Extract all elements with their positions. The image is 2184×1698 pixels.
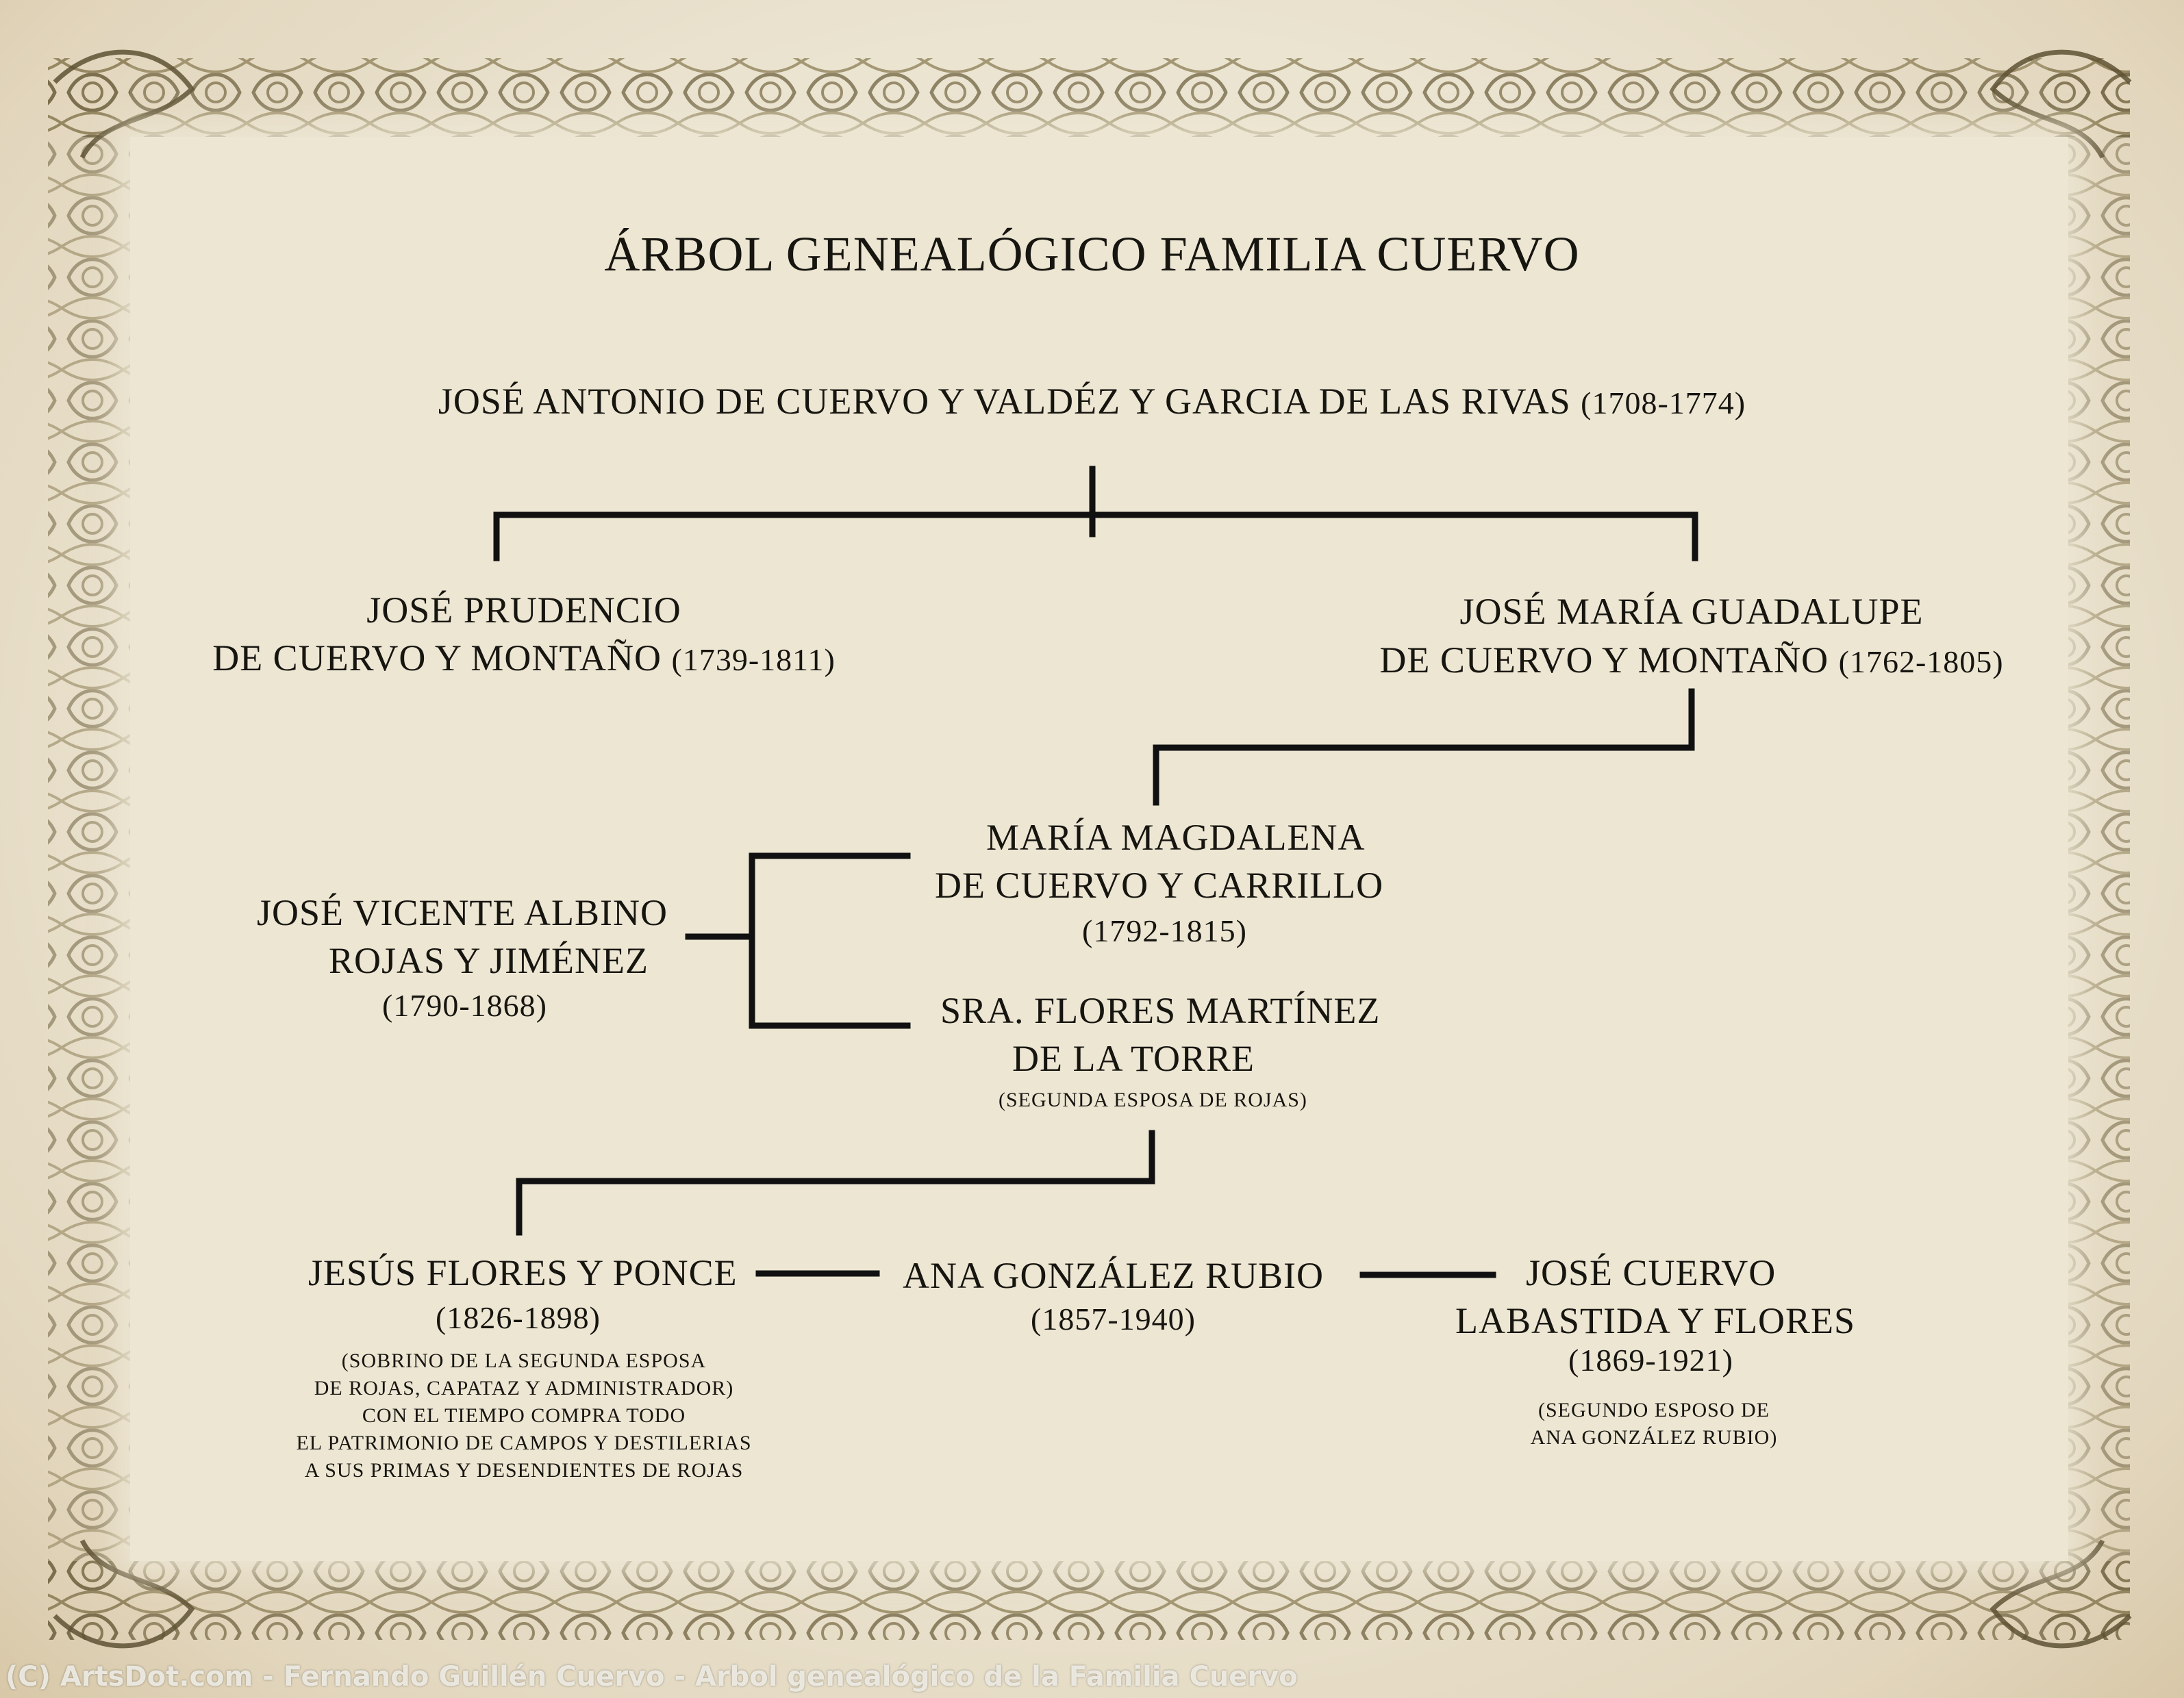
gen1-right-dates: (1762-1805) — [1838, 644, 2004, 679]
jose-cuervo-note-line: ANA GONZÁLEZ RUBIO) — [1530, 1426, 1778, 1449]
jesus-dates: (1826-1898) — [436, 1300, 601, 1335]
watermark: (C) ArtsDot.com - Fernando Guillén Cuervo - Arbol genealógico de la Familia Cuervo — [5, 1661, 1298, 1693]
magdalena-dates: (1792-1815) — [1082, 913, 1247, 948]
flores-martinez-note: (SEGUNDA ESPOSA DE ROJAS) — [999, 1089, 1307, 1111]
root-name: JOSÉ ANTONIO DE CUERVO Y VALDÉZ Y GARCIA DE LAS RIVAS — [438, 381, 1571, 422]
jose-cuervo-note-line: (SEGUNDO ESPOSO DE — [1537, 1399, 1770, 1421]
magdalena-line2: DE CUERVO Y CARRILLO — [935, 865, 1384, 906]
ana-dates: (1857-1940) — [1031, 1302, 1196, 1336]
gen1-left-line2-wrap — [171, 637, 877, 679]
jesus-note-line: A SUS PRIMAS Y DESENDIENTES DE ROJAS — [304, 1459, 744, 1482]
jesus-note-line: EL PATRIMONIO DE CAMPOS Y DESTILERIAS — [296, 1432, 752, 1454]
jose-cuervo-line1: JOSÉ CUERVO — [1526, 1252, 1777, 1293]
gen1-right-line2: DE CUERVO Y MONTAÑO — [1379, 639, 1829, 681]
root-dates: (1708-1774) — [1581, 385, 1746, 420]
jesus-note — [274, 1347, 774, 1484]
jose-cuervo-note — [1479, 1397, 1829, 1452]
jose-cuervo-dates: (1869-1921) — [1568, 1343, 1733, 1378]
root-person — [0, 380, 2184, 422]
jesus-note-line: DE ROJAS, CAPATAZ Y ADMINISTRADOR) — [314, 1377, 734, 1399]
ana-name: ANA GONZÁLEZ RUBIO — [903, 1255, 1324, 1296]
jesus-note-line: (SOBRINO DE LA SEGUNDA ESPOSA — [341, 1349, 707, 1372]
gen1-left-line2: DE CUERVO Y MONTAÑO — [212, 637, 662, 679]
gen1-right-line2-wrap — [1363, 639, 2020, 681]
page-title: ÁRBOL GENEALÓGICO FAMILIA CUERVO — [604, 227, 1580, 281]
gen1-left-dates: (1739-1811) — [671, 642, 836, 677]
rojas-dates: (1790-1868) — [382, 988, 547, 1023]
flores-martinez-line2: DE LA TORRE — [1012, 1038, 1255, 1079]
gen1-right-line1: JOSÉ MARÍA GUADALUPE — [1459, 591, 1924, 632]
rojas-line2: ROJAS Y JIMÉNEZ — [329, 940, 649, 981]
jose-cuervo-line2: LABASTIDA Y FLORES — [1455, 1300, 1856, 1341]
rojas-line1: JOSÉ VICENTE ALBINO — [257, 892, 668, 933]
gen1-left-line1: JOSÉ PRUDENCIO — [366, 590, 681, 631]
flores-martinez-line1: SRA. FLORES MARTÍNEZ — [940, 990, 1381, 1031]
jesus-note-line: CON EL TIEMPO COMPRA TODO — [362, 1404, 686, 1427]
magdalena-line1: MARÍA MAGDALENA — [986, 817, 1366, 858]
jesus-name: JESÚS FLORES Y PONCE — [308, 1252, 738, 1293]
